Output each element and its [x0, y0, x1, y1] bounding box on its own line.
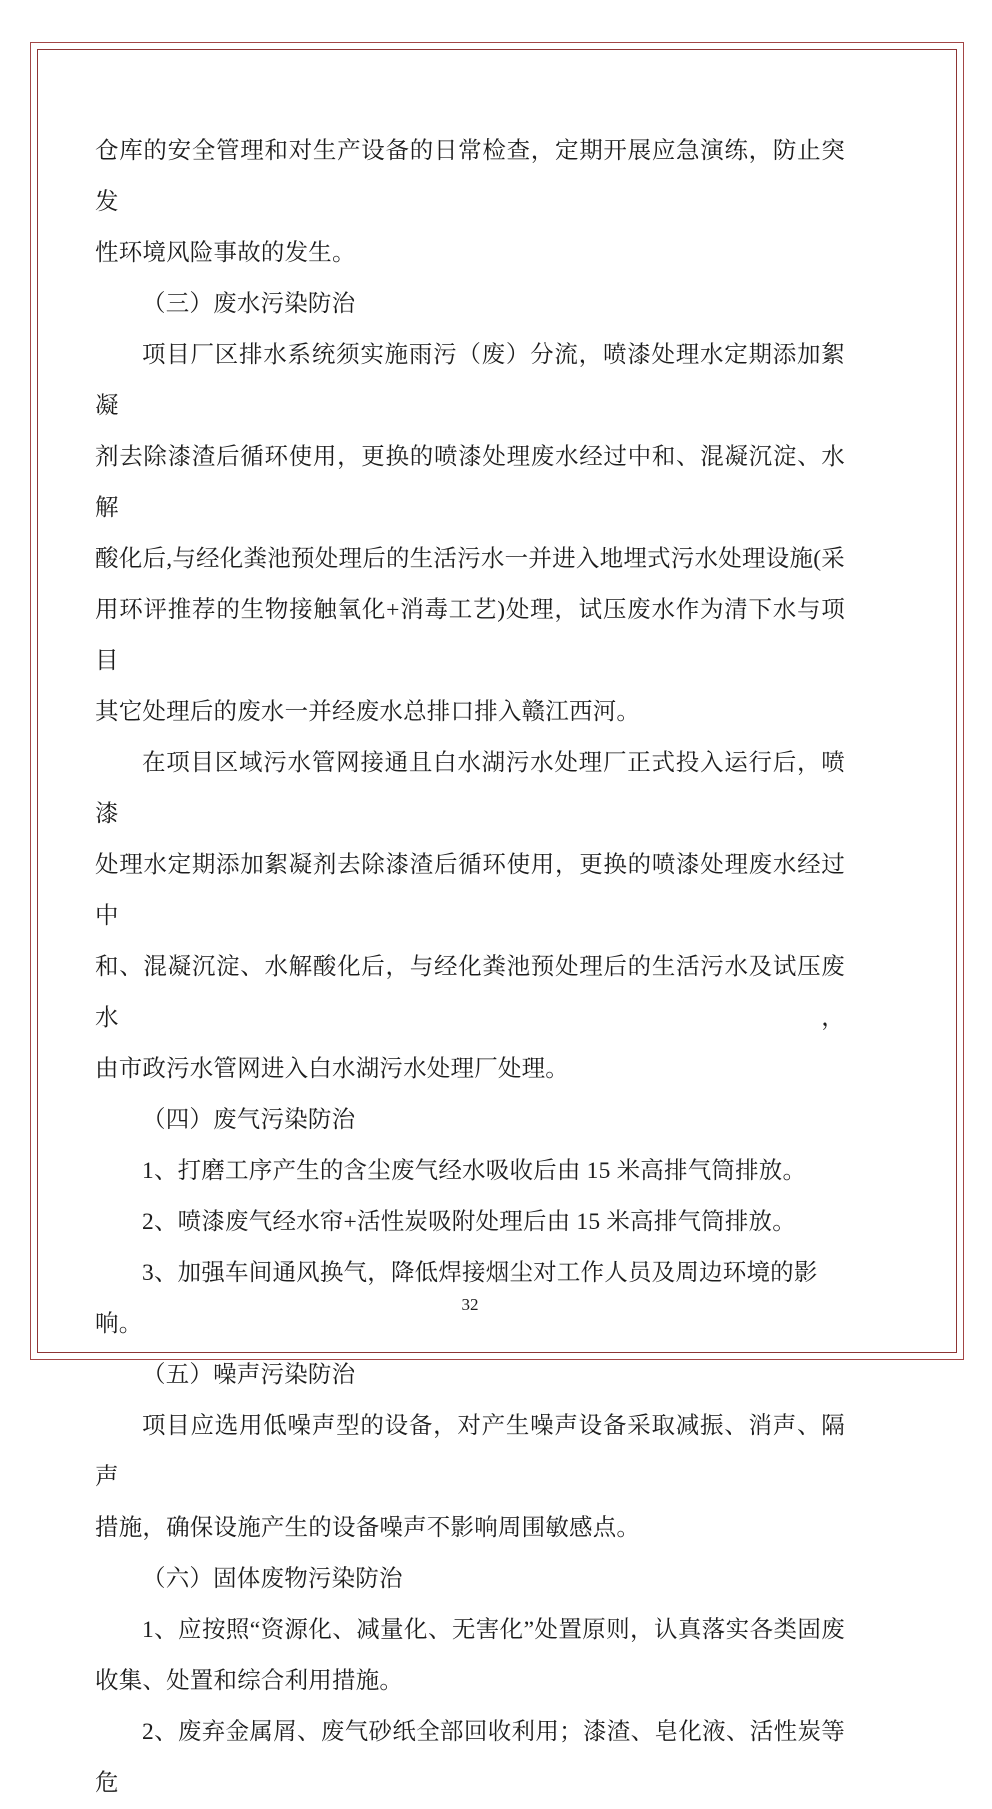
text-line: （三）废水污染防治 [142, 291, 356, 317]
text-line: 收集、处置和综合利用措施。 [95, 1668, 404, 1694]
text-line: （六）固体废物污染防治 [142, 1566, 403, 1592]
text-line: 其它处理后的废水一并经废水总排口排入赣江西河。 [95, 699, 641, 725]
text-line: 项目应选用低噪声型的设备，对产生噪声设备采取减振、消声、隔声 [95, 1413, 845, 1490]
text-line: 3、加强车间通风换气，降低焊接烟尘对工作人员及周边环境的影响。 [95, 1260, 818, 1337]
document-body [95, 126, 845, 1809]
text-line: 在项目区域污水管网接通且白水湖污水处理厂正式投入运行后，喷漆 [95, 750, 845, 827]
text-line: 1、应按照“资源化、减量化、无害化”处置原则，认真落实各类固废 [142, 1617, 845, 1643]
text-line: （四）废气污染防治 [142, 1107, 356, 1133]
text-line: 性环境风险事故的发生。 [95, 240, 356, 266]
text-line: 酸化后,与经化粪池预处理后的生活污水一并进入地埋式污水处理设施(采 [95, 546, 845, 572]
text-line: 2、废弃金属屑、废气砂纸全部回收利用；漆渣、皂化液、活性炭等危 [95, 1719, 845, 1796]
text-line: 项目厂区排水系统须实施雨污（废）分流，喷漆处理水定期添加絮凝 [95, 342, 845, 419]
text-line: 措施，确保设施产生的设备噪声不影响周围敏感点。 [95, 1515, 641, 1541]
text-line: 仓库的安全管理和对生产设备的日常检查，定期开展应急演练，防止突发 [95, 138, 845, 215]
text-line: 和、混凝沉淀、水解酸化后，与经化粪池预处理后的生活污水及试压废水， [95, 954, 845, 1031]
text-line: 由市政污水管网进入白水湖污水处理厂处理。 [95, 1056, 569, 1082]
text-line: 用环评推荐的生物接触氧化+消毒工艺)处理，试压废水作为清下水与项目 [95, 597, 845, 674]
page-number: 32 [461, 1295, 479, 1314]
text-line: 2、喷漆废气经水帘+活性炭吸附处理后由 15 米高排气筒排放。 [142, 1209, 796, 1235]
text-line: 剂去除漆渣后循环使用，更换的喷漆处理废水经过中和、混凝沉淀、水解 [95, 444, 845, 521]
text-line: （五）噪声污染防治 [142, 1362, 356, 1388]
text-line: 处理水定期添加絮凝剂去除漆渣后循环使用，更换的喷漆处理废水经过中 [95, 852, 845, 929]
text-line: 1、打磨工序产生的含尘废气经水吸收后由 15 米高排气筒排放。 [142, 1158, 807, 1184]
